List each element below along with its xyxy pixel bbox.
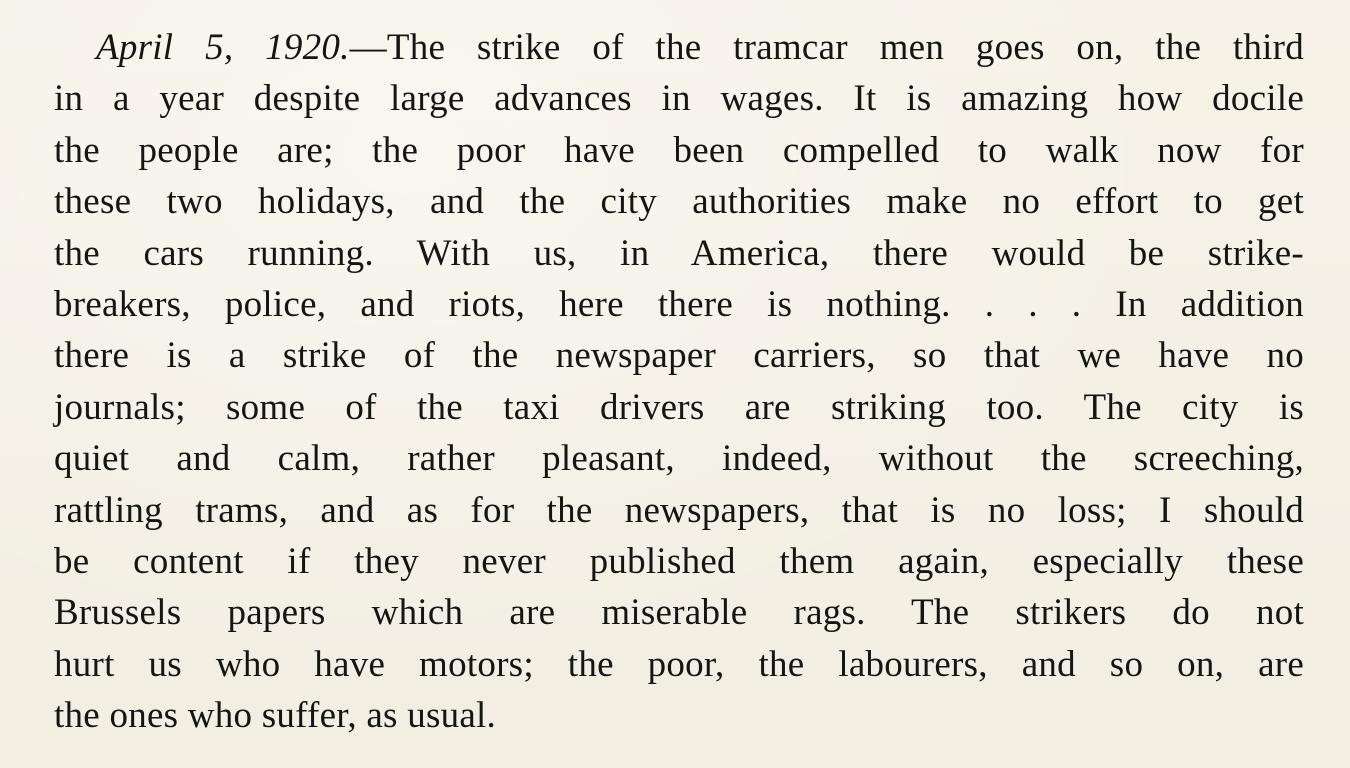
entry-line-2: in a year despite large advances in wages. It is amazing how docile [54,78,1304,120]
entry-line-7: there is a strike of the newspaper carriers, so that we have no [54,335,1304,377]
entry-line-1 [54,22,1304,73]
entry-line-11: be content if they never published them again, especially these [54,541,1304,583]
entry-line-12: Brussels papers which are miserable rags. The strikers do not [54,592,1304,634]
diary-entry [54,22,1304,742]
entry-line-13: hurt us who have motors; the poor, the labourers, and so on, are [54,643,1304,685]
entry-line-5: the cars running. With us, in America, there would be strike- [54,232,1304,274]
previous-page-bleed-through [0,0,1350,8]
entry-line-14: the ones who suffer, as usual. [54,695,497,737]
entry-line-10: rattling trams, and as for the newspapers, that is no loss; I should [54,489,1304,531]
entry-line-4: these two holidays, and the city authorities make no effort to get [54,181,1304,223]
entry-date: April 5, 1920. [96,27,350,68]
entry-line-9: quiet and calm, rather pleasant, indeed, without the screeching, [54,438,1304,480]
entry-line-3: the people are; the poor have been compelled to walk now for [54,129,1304,171]
entry-line-8: journals; some of the taxi drivers are striking too. The city is [54,386,1304,428]
entry-line-1-text: —The strike of the tramcar men goes on, the third [349,27,1305,68]
entry-line-6: breakers, police, and riots, here there is nothing. . . . In addition [54,284,1304,326]
